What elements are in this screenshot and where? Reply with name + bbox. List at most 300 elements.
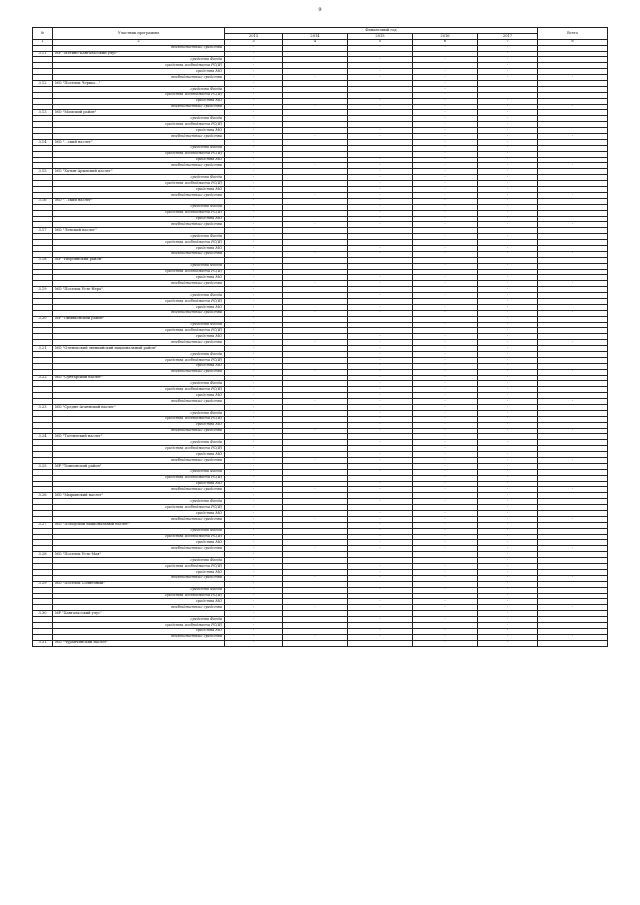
year-value-cell: -: [478, 298, 538, 304]
year-value-cell: -: [413, 104, 478, 110]
year-value-cell: -: [225, 569, 283, 575]
year-value-cell: -: [225, 251, 283, 257]
funding-source-name: внебюджетные средства: [53, 163, 225, 169]
funding-source-name: внебюджетные средства: [53, 104, 225, 110]
total-cell: -: [538, 634, 608, 640]
year-value-cell: -: [413, 634, 478, 640]
year-value-cell: -: [478, 110, 538, 116]
total-cell: -: [538, 192, 608, 198]
year-value-cell: -: [478, 251, 538, 257]
year-value-cell: -: [478, 469, 538, 475]
year-value-cell: -: [348, 458, 413, 464]
funding-source-name: средства МО: [53, 481, 225, 487]
funding-source-name: внебюджетные средства: [53, 575, 225, 581]
year-value-cell: -: [478, 275, 538, 281]
funding-source-name: средства госбюджета РС(Я): [53, 505, 225, 511]
year-value-cell: -: [478, 622, 538, 628]
year-value-cell: -: [348, 487, 413, 493]
row-number: 3.19: [33, 287, 53, 293]
row-number: 3.15: [33, 169, 53, 175]
year-value-cell: -: [283, 369, 348, 375]
row-number: 3.26: [33, 493, 53, 499]
year-value-cell: -: [413, 434, 478, 440]
year-value-cell: -: [283, 104, 348, 110]
year-value-cell: -: [225, 287, 283, 293]
year-value-cell: -: [283, 75, 348, 81]
year-value-cell: -: [348, 399, 413, 405]
year-value-cell: -: [348, 251, 413, 257]
year-value-cell: -: [283, 428, 348, 434]
funding-source-name: средства Фонда: [53, 381, 225, 387]
year-value-cell: -: [413, 163, 478, 169]
year-value-cell: -: [348, 575, 413, 581]
year-value-cell: -: [225, 393, 283, 399]
year-value-cell: -: [478, 375, 538, 381]
year-value-cell: -: [413, 605, 478, 611]
funding-source-name: средства Фонда: [53, 293, 225, 299]
funding-source-name: средства МО: [53, 245, 225, 251]
total-cell: -: [538, 75, 608, 81]
year-value-cell: -: [478, 234, 538, 240]
total-cell: -: [538, 340, 608, 346]
funding-source-name: внебюджетные средства: [53, 369, 225, 375]
year-value-cell: -: [348, 334, 413, 340]
year-value-cell: -: [478, 293, 538, 299]
year-value-cell: -: [225, 340, 283, 346]
year-value-cell: -: [225, 534, 283, 540]
year-value-cell: -: [478, 505, 538, 511]
funding-table: [32, 27, 608, 647]
header-year: 2016: [413, 33, 478, 39]
year-value-cell: -: [225, 63, 283, 69]
year-value-cell: -: [225, 328, 283, 334]
year-value-cell: -: [348, 57, 413, 63]
row-number: 3.13: [33, 110, 53, 116]
year-value-cell: -: [225, 104, 283, 110]
year-value-cell: -: [225, 45, 283, 51]
year-value-cell: -: [413, 151, 478, 157]
year-value-cell: -: [225, 86, 283, 92]
row-number: 3.28: [33, 552, 53, 558]
funding-source-name: внебюджетные средства: [53, 45, 225, 51]
year-value-cell: -: [478, 511, 538, 517]
year-value-cell: -: [413, 204, 478, 210]
year-value-cell: -: [225, 322, 283, 328]
year-value-cell: -: [225, 263, 283, 269]
year-value-cell: -: [413, 405, 478, 411]
year-value-cell: -: [225, 175, 283, 181]
year-value-cell: -: [478, 163, 538, 169]
total-cell: -: [538, 546, 608, 552]
index-cell: 3: [225, 39, 283, 45]
participant-name: МР "Оймяконский район": [53, 316, 225, 322]
year-value-cell: -: [413, 304, 478, 310]
year-value-cell: -: [348, 628, 413, 634]
year-value-cell: -: [225, 116, 283, 122]
year-value-cell: -: [413, 169, 478, 175]
participant-name: МО "...ский наслег": [53, 139, 225, 145]
table-header: [33, 28, 608, 46]
funding-source-name: средства Фонда: [53, 86, 225, 92]
year-value-cell: -: [283, 251, 348, 257]
year-value-cell: -: [283, 222, 348, 228]
year-value-cell: -: [348, 617, 413, 623]
year-value-cell: -: [348, 393, 413, 399]
year-value-cell: -: [225, 269, 283, 275]
year-value-cell: -: [478, 216, 538, 222]
year-value-cell: -: [478, 381, 538, 387]
year-value-cell: -: [413, 187, 478, 193]
year-value-cell: -: [478, 581, 538, 587]
year-value-cell: -: [225, 181, 283, 187]
year-value-cell: -: [478, 263, 538, 269]
year-value-cell: -: [413, 234, 478, 240]
participant-name: МР "Нюрбинский район": [53, 257, 225, 263]
year-value-cell: -: [478, 558, 538, 564]
funding-source-name: внебюджетные средства: [53, 134, 225, 140]
funding-source-name: средства МО: [53, 452, 225, 458]
funding-source-name: средства госбюджета РС(Я): [53, 357, 225, 363]
year-value-cell: -: [413, 452, 478, 458]
total-cell: -: [538, 516, 608, 522]
year-value-cell: -: [283, 605, 348, 611]
funding-source-name: средства Фонда: [53, 558, 225, 564]
year-value-cell: -: [225, 375, 283, 381]
participant-name: МО "Походский национальный наслег": [53, 522, 225, 528]
row-number: 3.31: [33, 640, 53, 646]
year-value-cell: -: [413, 45, 478, 51]
funding-source-name: внебюджетные средства: [53, 605, 225, 611]
year-value-cell: -: [413, 293, 478, 299]
year-value-cell: -: [478, 139, 538, 145]
year-value-cell: -: [225, 434, 283, 440]
year-value-cell: -: [225, 216, 283, 222]
year-value-cell: -: [413, 416, 478, 422]
row-number: 3.21: [33, 346, 53, 352]
year-value-cell: -: [348, 516, 413, 522]
year-value-cell: -: [478, 187, 538, 193]
funding-source-name: средства Фонда: [53, 440, 225, 446]
funding-source-name: средства МО: [53, 157, 225, 163]
year-value-cell: -: [413, 275, 478, 281]
year-value-cell: -: [225, 452, 283, 458]
funding-source-name: внебюджетные средства: [53, 310, 225, 316]
year-value-cell: -: [348, 75, 413, 81]
year-value-cell: -: [413, 157, 478, 163]
year-value-cell: -: [225, 369, 283, 375]
year-value-cell: -: [348, 310, 413, 316]
year-value-cell: -: [478, 210, 538, 216]
year-value-cell: -: [348, 175, 413, 181]
year-value-cell: -: [478, 128, 538, 134]
year-value-cell: -: [413, 192, 478, 198]
year-value-cell: -: [283, 458, 348, 464]
year-value-cell: -: [225, 552, 283, 558]
year-value-cell: -: [413, 469, 478, 475]
year-value-cell: -: [478, 416, 538, 422]
year-value-cell: -: [413, 210, 478, 216]
year-value-cell: -: [413, 110, 478, 116]
year-value-cell: -: [413, 375, 478, 381]
year-value-cell: -: [478, 245, 538, 251]
year-value-cell: -: [478, 475, 538, 481]
year-value-cell: -: [478, 316, 538, 322]
year-value-cell: -: [225, 581, 283, 587]
funding-source-name: средства госбюджета РС(Я): [53, 92, 225, 98]
funding-source-name: средства госбюджета РС(Я): [53, 593, 225, 599]
year-value-cell: -: [478, 528, 538, 534]
funding-source-name: внебюджетные средства: [53, 516, 225, 522]
year-value-cell: -: [283, 134, 348, 140]
funding-source-name: средства госбюджета РС(Я): [53, 240, 225, 246]
year-value-cell: -: [348, 222, 413, 228]
year-value-cell: -: [225, 399, 283, 405]
total-cell: -: [538, 222, 608, 228]
year-value-cell: -: [413, 381, 478, 387]
year-value-cell: -: [348, 569, 413, 575]
year-value-cell: -: [225, 387, 283, 393]
participant-name: МО "Чурапчинский наслег": [53, 640, 225, 646]
funding-source-name: внебюджетные средства: [53, 546, 225, 552]
page-number: 9: [318, 7, 322, 13]
year-value-cell: -: [413, 599, 478, 605]
year-value-cell: -: [413, 499, 478, 505]
funding-source-name: средства госбюджета РС(Я): [53, 564, 225, 570]
funding-source-name: средства МО: [53, 98, 225, 104]
year-value-cell: -: [478, 534, 538, 540]
year-value-cell: -: [225, 505, 283, 511]
row-number: 3.23: [33, 405, 53, 411]
year-value-cell: -: [348, 104, 413, 110]
row-number: 3.22: [33, 375, 53, 381]
year-value-cell: -: [225, 516, 283, 522]
year-value-cell: -: [413, 245, 478, 251]
year-value-cell: -: [478, 369, 538, 375]
year-value-cell: -: [225, 528, 283, 534]
year-value-cell: -: [225, 275, 283, 281]
year-value-cell: -: [348, 157, 413, 163]
funding-source-name: средства госбюджета РС(Я): [53, 298, 225, 304]
funding-source-name: средства госбюджета РС(Я): [53, 151, 225, 157]
year-value-cell: -: [478, 605, 538, 611]
year-value-cell: -: [225, 487, 283, 493]
year-value-cell: -: [478, 634, 538, 640]
year-value-cell: -: [413, 134, 478, 140]
year-value-cell: -: [225, 204, 283, 210]
year-value-cell: -: [225, 198, 283, 204]
participant-name: МО "Оленекский эвенкийский национальный район": [53, 346, 225, 352]
year-value-cell: -: [225, 157, 283, 163]
year-value-cell: -: [225, 304, 283, 310]
funding-source-name: средства Фонда: [53, 499, 225, 505]
funding-source-name: средства госбюджета РС(Я): [53, 622, 225, 628]
year-value-cell: -: [348, 216, 413, 222]
header-num: №: [33, 28, 53, 40]
funding-source-name: средства Фонда: [53, 57, 225, 63]
year-value-cell: -: [348, 387, 413, 393]
funding-source-name: средства Фонда: [53, 528, 225, 534]
year-value-cell: -: [225, 240, 283, 246]
total-cell: -: [538, 251, 608, 257]
year-value-cell: -: [478, 198, 538, 204]
funding-source-name: средства Фонда: [53, 204, 225, 210]
funding-source-name: средства Фонда: [53, 116, 225, 122]
year-value-cell: -: [283, 575, 348, 581]
funding-source-name: средства МО: [53, 393, 225, 399]
year-value-cell: -: [348, 340, 413, 346]
funding-source-name: средства Фонда: [53, 587, 225, 593]
year-value-cell: -: [413, 198, 478, 204]
funding-source-name: средства госбюджета РС(Я): [53, 328, 225, 334]
year-value-cell: -: [348, 405, 413, 411]
year-value-cell: -: [225, 192, 283, 198]
total-cell: -: [538, 104, 608, 110]
total-cell: -: [538, 458, 608, 464]
funding-source-name: внебюджетные средства: [53, 222, 225, 228]
year-value-cell: -: [225, 511, 283, 517]
year-value-cell: -: [225, 134, 283, 140]
funding-source-name: средства МО: [53, 599, 225, 605]
funding-source-name: средства МО: [53, 422, 225, 428]
year-value-cell: -: [413, 69, 478, 75]
row-number: 3.24: [33, 434, 53, 440]
year-value-cell: -: [478, 328, 538, 334]
year-value-cell: [283, 640, 348, 646]
year-value-cell: -: [478, 204, 538, 210]
year-value-cell: -: [478, 57, 538, 63]
funding-source-name: внебюджетные средства: [53, 340, 225, 346]
funding-source-name: средства МО: [53, 511, 225, 517]
year-value-cell: -: [225, 151, 283, 157]
year-value-cell: -: [348, 204, 413, 210]
year-value-cell: -: [478, 552, 538, 558]
year-value-cell: -: [413, 399, 478, 405]
year-value-cell: -: [225, 522, 283, 528]
year-value-cell: -: [413, 575, 478, 581]
funding-source-name: средства МО: [53, 540, 225, 546]
year-value-cell: -: [348, 440, 413, 446]
year-value-cell: -: [413, 564, 478, 570]
year-value-cell: -: [225, 446, 283, 452]
row-number: 3.29: [33, 581, 53, 587]
year-value-cell: -: [413, 617, 478, 623]
year-value-cell: -: [413, 369, 478, 375]
row-number: 3.20: [33, 316, 53, 322]
year-value-cell: -: [225, 499, 283, 505]
year-value-cell: -: [478, 63, 538, 69]
row-number: 3.18: [33, 257, 53, 263]
participant-name: МО "Момский район": [53, 110, 225, 116]
funding-source-name: внебюджетные средства: [53, 281, 225, 287]
year-value-cell: -: [478, 75, 538, 81]
year-value-cell: -: [478, 405, 538, 411]
year-value-cell: -: [413, 463, 478, 469]
year-value-cell: -: [225, 481, 283, 487]
row-number: 3.25: [33, 463, 53, 469]
year-value-cell: -: [478, 51, 538, 57]
table-body: [33, 45, 608, 646]
index-cell: 4: [283, 39, 348, 45]
year-value-cell: -: [225, 611, 283, 617]
year-value-cell: -: [413, 351, 478, 357]
year-value-cell: -: [478, 493, 538, 499]
year-value-cell: -: [478, 516, 538, 522]
year-value-cell: -: [413, 422, 478, 428]
total-cell: -: [538, 487, 608, 493]
year-value-cell: -: [348, 528, 413, 534]
participant-name: МР "Хангаласский улус": [53, 611, 225, 617]
year-value-cell: -: [225, 357, 283, 363]
year-value-cell: -: [413, 410, 478, 416]
funding-source-name: средства Фонда: [53, 234, 225, 240]
year-value-cell: -: [225, 234, 283, 240]
year-value-cell: -: [225, 81, 283, 87]
year-value-cell: -: [478, 357, 538, 363]
year-value-cell: -: [225, 381, 283, 387]
funding-source-name: средства Фонда: [53, 145, 225, 151]
year-value-cell: -: [348, 564, 413, 570]
year-value-cell: -: [225, 440, 283, 446]
year-value-cell: -: [225, 493, 283, 499]
year-value-cell: -: [225, 310, 283, 316]
year-value-cell: [348, 640, 413, 646]
funding-source-name: внебюджетные средства: [53, 634, 225, 640]
year-value-cell: -: [225, 122, 283, 128]
year-value-cell: -: [348, 428, 413, 434]
year-value-cell: -: [478, 569, 538, 575]
year-value-cell: -: [225, 458, 283, 464]
year-value-cell: -: [478, 334, 538, 340]
year-value-cell: -: [413, 511, 478, 517]
year-value-cell: -: [225, 187, 283, 193]
funding-source-name: средства госбюджета РС(Я): [53, 446, 225, 452]
funding-source-name: средства госбюджета РС(Я): [53, 387, 225, 393]
year-value-cell: -: [478, 363, 538, 369]
funding-source-name: внебюджетные средства: [53, 487, 225, 493]
header-fiscal-year: Финансовый год: [225, 28, 538, 34]
year-value-cell: -: [225, 128, 283, 134]
year-value-cell: -: [413, 92, 478, 98]
year-value-cell: -: [413, 387, 478, 393]
year-value-cell: -: [413, 487, 478, 493]
year-value-cell: -: [413, 322, 478, 328]
year-value-cell: -: [413, 340, 478, 346]
year-value-cell: -: [225, 634, 283, 640]
year-value-cell: -: [348, 634, 413, 640]
year-value-cell: -: [478, 181, 538, 187]
year-value-cell: -: [478, 322, 538, 328]
year-value-cell: -: [348, 605, 413, 611]
index-cell: 2: [53, 39, 225, 45]
total-cell: [538, 640, 608, 646]
year-value-cell: -: [348, 452, 413, 458]
year-value-cell: -: [225, 346, 283, 352]
year-value-cell: -: [225, 475, 283, 481]
year-value-cell: -: [478, 599, 538, 605]
participant-row: [33, 640, 608, 646]
year-value-cell: -: [478, 45, 538, 51]
year-value-cell: -: [348, 522, 413, 528]
funding-source-name: средства МО: [53, 128, 225, 134]
year-value-cell: -: [478, 122, 538, 128]
funding-source-name: внебюджетные средства: [53, 251, 225, 257]
participant-name: МО "...ский наслег": [53, 198, 225, 204]
year-value-cell: -: [225, 617, 283, 623]
year-value-cell: -: [478, 428, 538, 434]
year-value-cell: -: [478, 104, 538, 110]
year-value-cell: -: [413, 393, 478, 399]
year-value-cell: -: [413, 57, 478, 63]
